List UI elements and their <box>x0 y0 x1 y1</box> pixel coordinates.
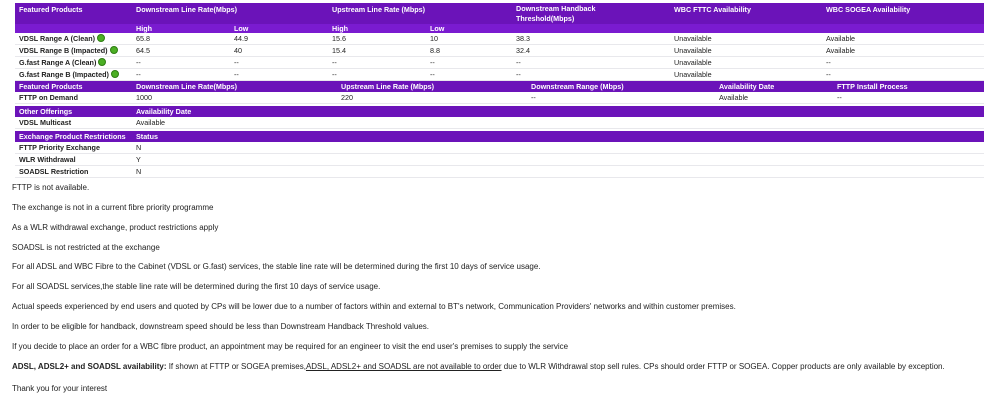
message-line: FTTP is not available. <box>12 183 90 192</box>
message-line: As a WLR withdrawal exchange, product restrictions apply <box>12 223 219 232</box>
sub-us-low: Low <box>426 24 512 33</box>
info-icon[interactable] <box>111 70 119 78</box>
adsl-availability-notice: ADSL, ADSL2+ and SOADSL availability: If shown at FTTP or SOGEA premises,ADSL, ADSL2+ and SOADSL are not available to order due to WLR Withdrawal stop sell rules. CPs should order FTTP or SOGEA. Copper products are only available by exception. <box>12 362 945 371</box>
message-line: The exchange is not in a current fibre priority programme <box>12 203 214 212</box>
table-row: FTTP on Demand 1000 220 -- Available -- <box>15 92 984 104</box>
col-sogea-availability: WBC SOGEA Availability <box>822 3 984 24</box>
closing-message: Thank you for your interest <box>12 384 108 393</box>
table-row: VDSL Multicast Available <box>15 117 984 129</box>
message-line: Actual speeds experienced by end users and quoted by CPs will be lower due to a number of factors within and external to BT's network, Communication Providers' networks and within customer premises. <box>12 302 736 311</box>
featured-products-table <box>15 3 984 81</box>
restrictions-header-row: Exchange Product Restrictions Status <box>15 131 984 142</box>
col-handback-threshold: Downstream Handback Threshold(Mbps) <box>512 3 670 24</box>
table-row: VDSL Range B (Impacted) 64.5 40 15.4 8.8 32.4 Unavailable Available <box>15 45 984 57</box>
other-header-row: Other Offerings Availability Date <box>15 106 984 117</box>
message-line: In order to be eligible for handback, downstream speed should be less than Downstream Handback Threshold values. <box>12 322 429 331</box>
fttp-table <box>15 81 984 104</box>
table-row: VDSL Range A (Clean) 65.8 44.9 15.6 10 38.3 Unavailable Available <box>15 33 984 45</box>
featured-header-row <box>15 3 984 24</box>
message-line: SOADSL is not restricted at the exchange <box>12 243 160 252</box>
col-downstream-rate: Downstream Line Rate(Mbps) <box>132 3 328 24</box>
featured-subheader-row <box>15 24 984 33</box>
message-line: For all SOADSL services,the stable line rate will be determined during the first 10 days of service usage. <box>12 282 381 291</box>
availability-tables <box>15 3 984 178</box>
col-upstream-rate: Upstream Line Rate (Mbps) <box>328 3 512 24</box>
sub-ds-high: High <box>132 24 230 33</box>
message-line: For all ADSL and WBC Fibre to the Cabinet (VDSL or G.fast) services, the stable line rate will be determined during the first 10 days of service usage. <box>12 262 541 271</box>
col-fttc-availability: WBC FTTC Availability <box>670 3 822 24</box>
table-row: G.fast Range A (Clean) -- -- -- -- -- Unavailable -- <box>15 57 984 69</box>
sub-us-high: High <box>328 24 426 33</box>
col-featured-products: Featured Products <box>15 3 132 24</box>
info-icon[interactable] <box>110 46 118 54</box>
exchange-restrictions-table <box>15 131 984 178</box>
table-row: G.fast Range B (Impacted) -- -- -- -- -- Unavailable -- <box>15 69 984 81</box>
table-row: SOADSL Restriction N <box>15 166 984 178</box>
info-icon[interactable] <box>97 34 105 42</box>
other-offerings-table <box>15 106 984 129</box>
table-row: WLR Withdrawal Y <box>15 154 984 166</box>
fttp-header-row: Featured Products Downstream Line Rate(Mbps) Upstream Line Rate (Mbps) Downstream Range (Mbps) Availability Date FTTP Install Process <box>15 81 984 92</box>
sub-ds-low: Low <box>230 24 328 33</box>
table-row: FTTP Priority Exchange N <box>15 142 984 154</box>
info-icon[interactable] <box>98 58 106 66</box>
message-line: If you decide to place an order for a WBC fibre product, an appointment may be required for an engineer to visit the end user's premises to supply the service <box>12 342 569 351</box>
